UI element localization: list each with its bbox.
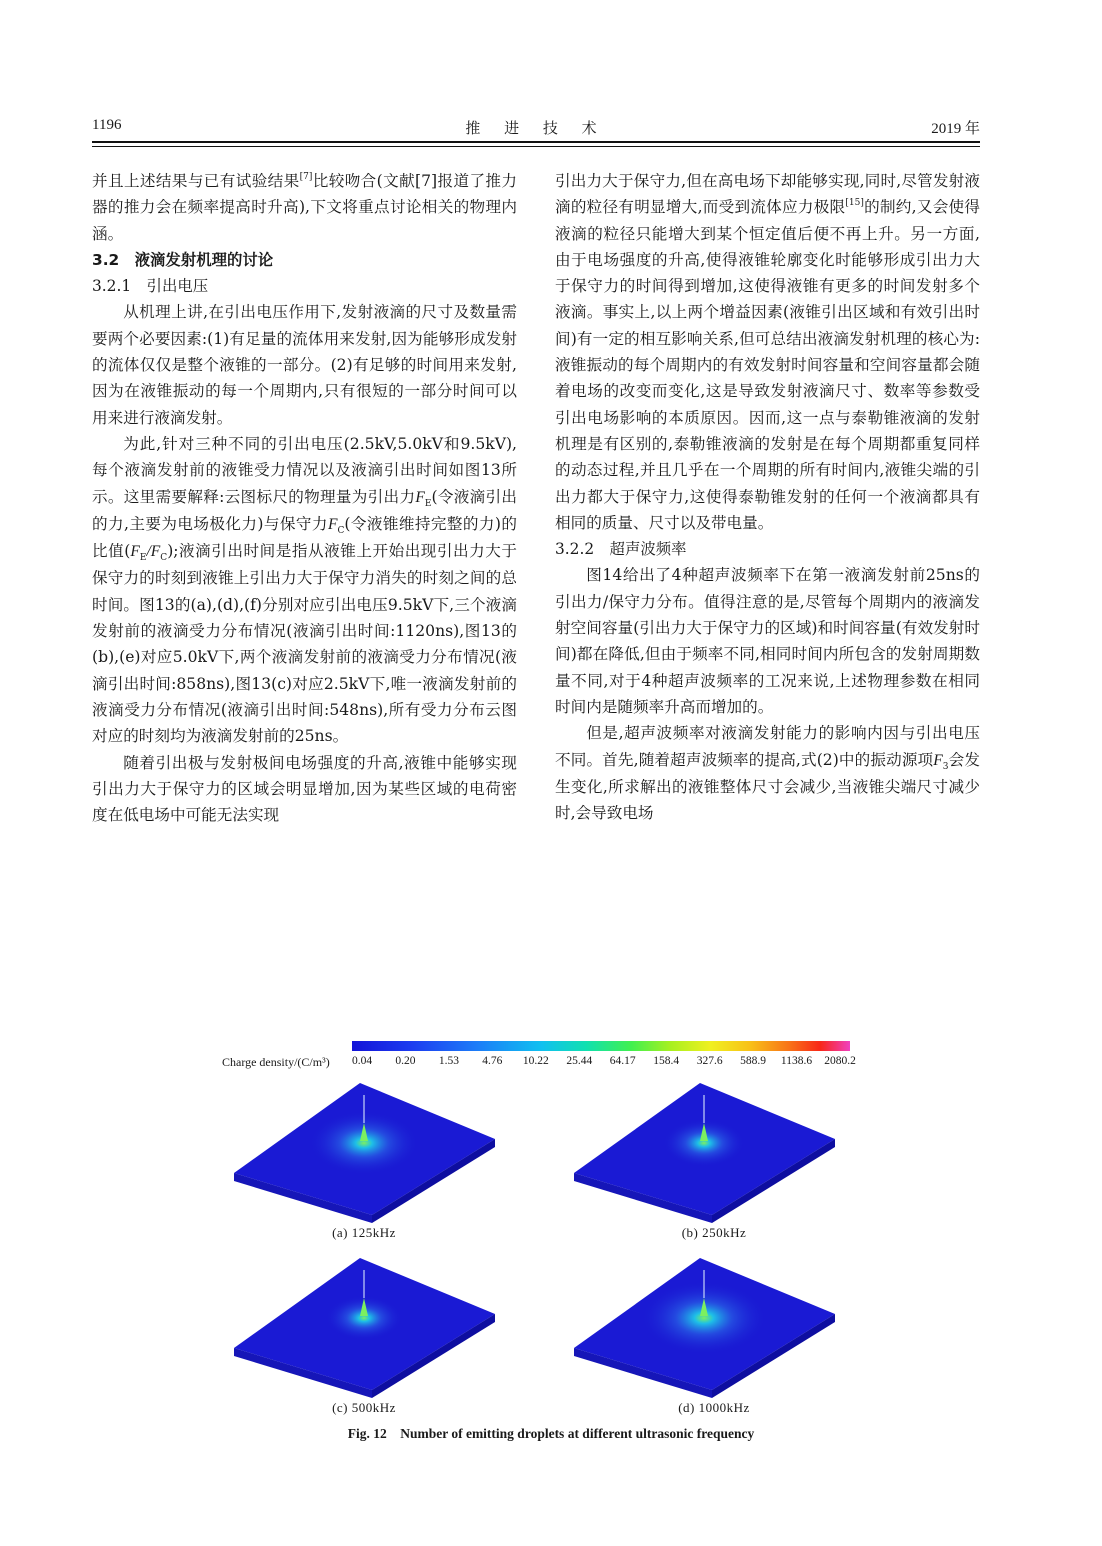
header-rule-thick bbox=[92, 141, 980, 143]
paragraph: 随着引出极与发射极间电场强度的升高,液锥中能够实现引出力大于保守力的区域会明显增加,因为某些区域的电荷密度在低电场中可能无法实现 bbox=[92, 753, 517, 825]
colorbar-tick: 0.04 bbox=[351, 1055, 373, 1067]
panel-caption-a: (a) 125kHz bbox=[332, 1225, 396, 1240]
colorbar-tick: 1.53 bbox=[438, 1055, 459, 1067]
paragraph: 引出力大于保守力,但在高电场下却能够实现,同时,尽管发射液滴的粒径有明显增大,而受到流体应力极限[15]的制约,又会使得液滴的粒径只能增大到某个恒定值后便不再上升。另一方面,由于电场强度的升高,使得液锥轮廓变化时能够形成引出力大于保守力的时间得到增加,这使得液锥有更多的时间发射多个液滴。事实上,以上两个增益因素(液锥引出区域和有效引出时间)有一定的相互影响关系,但可总结出液滴发射机理的核心为:液锥振动的每个周期内的有效发射时间容量和空间容量都会随着电场的改变而变化,这是导致发射液滴尺寸、数率等参数受引出电场影响的本质原因。因而,这一点与泰勒锥液滴的发射机理是有区别的,泰勒锥液滴的发射是在每个周期都重复同样的动态过程,并且几乎在一个周期的所有时间内,液锥尖端的引出力都大于保守力,这使得泰勒锥发射的任何一个液滴都具有相同的质量、尺寸以及带电量。 bbox=[555, 172, 980, 532]
colorbar-tick: 158.4 bbox=[653, 1055, 680, 1067]
colorbar-tick: 4.76 bbox=[482, 1055, 503, 1067]
colorbar-label: Charge density/(C/m³) bbox=[222, 1055, 330, 1069]
figure-caption: Fig. 12 Number of emitting droplets at different ultrasonic frequency bbox=[347, 1426, 755, 1441]
colorbar-ticks bbox=[351, 1055, 856, 1069]
contour-panel-b bbox=[572, 1075, 837, 1223]
contour-panel-a bbox=[232, 1075, 497, 1223]
contour-panel-c bbox=[232, 1250, 497, 1398]
colorbar-tick: 2080.2 bbox=[824, 1055, 856, 1067]
colorbar-tick: 10.22 bbox=[522, 1055, 549, 1067]
subsection-heading: 3.2.1 引出电压 bbox=[92, 277, 209, 296]
citation: [7] bbox=[299, 172, 313, 182]
year: 2019 年 bbox=[931, 121, 980, 137]
panel-caption-c: (c) 500kHz bbox=[332, 1400, 396, 1415]
colorbar-tick: 25.44 bbox=[566, 1055, 593, 1067]
header-rule-thin bbox=[92, 146, 980, 147]
running-header bbox=[92, 117, 980, 139]
colorbar-tick: 64.17 bbox=[609, 1055, 636, 1067]
colorbar-tick: 0.20 bbox=[395, 1055, 416, 1067]
section-heading: 3.2 液滴发射机理的讨论 bbox=[92, 250, 274, 269]
journal-name: 推 进 技 术 bbox=[465, 121, 607, 137]
paragraph: 但是,超声波频率对液滴发射能力的影响内因与引出电压不同。首先,随着超声波频率的提高,式(2)中的振动源项$F_3$会发生变化,所求解出的液锥整体尺寸会减少,当液锥尖端尺寸减少时,会导致电场 bbox=[555, 724, 980, 823]
right-column bbox=[555, 168, 980, 826]
paragraph: 从机理上讲,在引出电压作用下,发射液滴的尺寸及数量需要两个必要因素:(1)有足量的流体用来发射,因为能够形成发射的流体仅仅是整个液锥的一部分。(2)有足够的时间用来发射,因为在液锥振动的每一个周期内,只有很短的一部分时间可以用来进行液滴发射。 bbox=[92, 303, 517, 427]
colorbar-tick: 1138.6 bbox=[780, 1055, 813, 1067]
left-column bbox=[92, 168, 517, 828]
panel-caption-d: (d) 1000kHz bbox=[678, 1400, 750, 1415]
colorbar-tick: 327.6 bbox=[696, 1055, 723, 1067]
subsection-heading: 3.2.2 超声波频率 bbox=[555, 540, 687, 559]
paragraph: 图14给出了4种超声波频率下在第一液滴发射前25ns的引出力/保守力分布。值得注意的是,尽管每个周期内的液滴发射空间容量(引出力大于保守力的区域)和时间容量(有效发射时间)都在降低,但由于频率不同,相同时间内所包含的发射周期数量不同,对于4种超声波频率的工况来说,上述物理参数在相同时间内是随频率升高而增加的。 bbox=[555, 566, 980, 716]
paragraph: 并且上述结果与已有试验结果[7]比较吻合(文献[7]报道了推力器的推力会在频率提高时升高),下文将重点讨论相关的物理内涵。 bbox=[92, 172, 517, 243]
colorbar-tick: 588.9 bbox=[740, 1055, 767, 1067]
colorbar bbox=[352, 1041, 850, 1051]
citation: [15] bbox=[845, 198, 864, 209]
contour-panel-d bbox=[572, 1250, 837, 1398]
panel-caption-b: (b) 250kHz bbox=[681, 1225, 747, 1240]
paragraph: 为此,针对三种不同的引出电压(2.5kV,5.0kV和9.5kV),每个液滴发射前的液锥受力情况以及液滴引出时间如图13所示。这里需要解释:云图标尺的物理量为引出力$F_E$(令液滴引出的力,主要为电场极化力)与保守力$F_C$(令液锥维持完整的力)的比值$(F_E/F_C)$;液滴引出时间是指从液锥上开始出现引出力大于保守力的时刻到液锥上引出力大于保守力消失的时刻之间的总时间。图13的(a),(d),(f)分别对应引出电压9.5kV下,三个液滴发射前的液滴受力分布情况(液滴引出时间:1120ns),图13的(b),(e)对应5.0kV下,两个液滴发射前的液滴受力分布情况(液滴引出时间:858ns),图13(c)对应2.5kV下,唯一液滴发射前的液滴受力分布情况(液滴引出时间:548ns),所有受力分布云图对应的时刻均为液滴发射前的25ns。 bbox=[92, 434, 517, 746]
page-number: 1196 bbox=[92, 117, 122, 133]
